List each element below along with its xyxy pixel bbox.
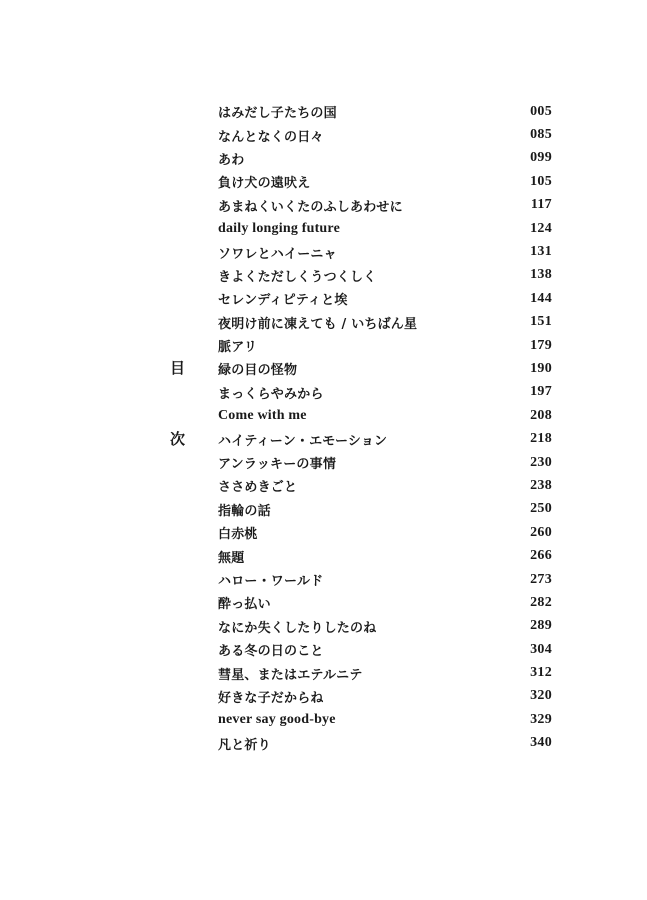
toc-entry-page-number: 340: [530, 735, 552, 751]
toc-entry-title: daily longing future: [218, 220, 340, 236]
toc-entry-title: 酔っ払い: [218, 597, 271, 613]
toc-entry-page-number: 282: [530, 594, 552, 610]
toc-entry: [218, 334, 552, 357]
toc-entry-page-number: 138: [530, 267, 552, 283]
toc-entry-page-number: 250: [530, 501, 552, 517]
toc-entry: [218, 591, 552, 614]
toc-entry-page-number: 197: [530, 384, 552, 400]
toc-entry-page-number: 273: [530, 571, 552, 587]
toc-entry-page-number: 320: [530, 688, 552, 704]
toc-entry: [218, 287, 552, 310]
toc-entry-page-number: 260: [530, 524, 552, 540]
toc-entry-title: なにか失くしたりしたのね: [218, 620, 377, 636]
toc-entry-page-number: 289: [530, 618, 552, 634]
toc-entry: [218, 451, 552, 474]
toc-entry: [218, 498, 552, 521]
toc-heading-char-1: 目: [170, 359, 186, 377]
toc-entry-title: きよくただしくうつくしく: [218, 269, 377, 285]
toc-entry-page-number: 144: [530, 290, 552, 306]
toc-entry-page-number: 085: [530, 127, 552, 143]
toc-entry-page-number: 230: [530, 454, 552, 470]
toc-entry-page-number: 266: [530, 548, 552, 564]
toc-entry: [218, 615, 552, 638]
toc-entry: [218, 264, 552, 287]
toc-entry-title: 夜明け前に凍えても / いちばん星: [218, 316, 418, 332]
toc-entry: [218, 194, 552, 217]
toc-entry: [218, 427, 552, 450]
toc-entry-page-number: 208: [530, 407, 552, 423]
toc-entry-title: 脈アリ: [218, 340, 258, 356]
toc-entry-title: ソワレとハイーニャ: [218, 246, 337, 262]
toc-entry-title: 緑の目の怪物: [218, 363, 298, 379]
toc-entry-page-number: 105: [530, 173, 552, 189]
toc-entry-title: Come with me: [218, 407, 307, 423]
toc-entry: [218, 638, 552, 661]
toc-entry: [218, 708, 552, 731]
toc-entry-title: はみだし子たちの国: [218, 106, 337, 122]
toc-entry: [218, 661, 552, 684]
toc-entry-title: 指輪の話: [218, 503, 271, 519]
toc-entry-title: ハロー・ワールド: [218, 574, 324, 589]
toc-entry-page-number: 005: [530, 103, 552, 119]
toc-entry-page-number: 190: [530, 360, 552, 376]
toc-entry-title: なんとなくの日々: [218, 129, 324, 145]
toc-entry-page-number: 329: [530, 711, 552, 727]
toc-entry: [218, 381, 552, 404]
toc-entry: [218, 521, 552, 544]
toc-entry-title: 彗星、またはエテルニテ: [218, 667, 363, 683]
toc-entry-title: ささめきごと: [218, 480, 298, 496]
toc-entry-page-number: 179: [530, 337, 552, 353]
toc-entry: [218, 544, 552, 567]
toc-entry-page-number: 151: [530, 314, 552, 330]
toc-entry-title: ある冬の日のこと: [218, 644, 324, 660]
toc-entry-title: あわ: [218, 152, 245, 168]
toc-entry-title: あまねくいくたのふしあわせに: [218, 199, 403, 215]
toc-entry-title: セレンディピティと埃: [218, 293, 348, 309]
toc-entry-page-number: 218: [530, 431, 552, 447]
toc-entry-page-number: 124: [530, 220, 552, 236]
table-of-contents: [218, 100, 552, 755]
toc-entry-title: never say good-bye: [218, 711, 336, 727]
toc-entry-title: 無題: [218, 550, 245, 566]
toc-entry-title: 負け犬の遠吠え: [218, 176, 311, 192]
toc-entry: [218, 240, 552, 263]
toc-entry: [218, 685, 552, 708]
toc-entry: [218, 357, 552, 380]
toc-entry: [218, 100, 552, 123]
toc-entry-title: 好きな子だからね: [218, 690, 324, 706]
toc-entry: [218, 311, 552, 334]
toc-entry-page-number: 238: [530, 477, 552, 493]
toc-entry-title: アンラッキーの事情: [218, 457, 337, 473]
toc-entry: [218, 170, 552, 193]
toc-entry-title: 凡と祈り: [218, 737, 271, 753]
toc-entry-page-number: 117: [530, 197, 552, 213]
toc-heading-char-2: 次: [170, 430, 186, 448]
toc-entry: [218, 147, 552, 170]
toc-entry: [218, 568, 552, 591]
toc-entry: [218, 217, 552, 240]
toc-entry-page-number: 312: [530, 665, 552, 681]
toc-entry-title: 白赤桃: [218, 527, 258, 543]
toc-entry-page-number: 304: [530, 641, 552, 657]
toc-entry: [218, 732, 552, 755]
toc-entry-title: まっくらやみから: [218, 386, 324, 402]
toc-entry-page-number: 099: [530, 150, 552, 166]
toc-entry-title: ハイティーン・エモーション: [218, 433, 388, 449]
toc-entry: [218, 474, 552, 497]
toc-entry: [218, 404, 552, 427]
toc-entry: [218, 123, 552, 146]
toc-entry-page-number: 131: [530, 244, 552, 260]
